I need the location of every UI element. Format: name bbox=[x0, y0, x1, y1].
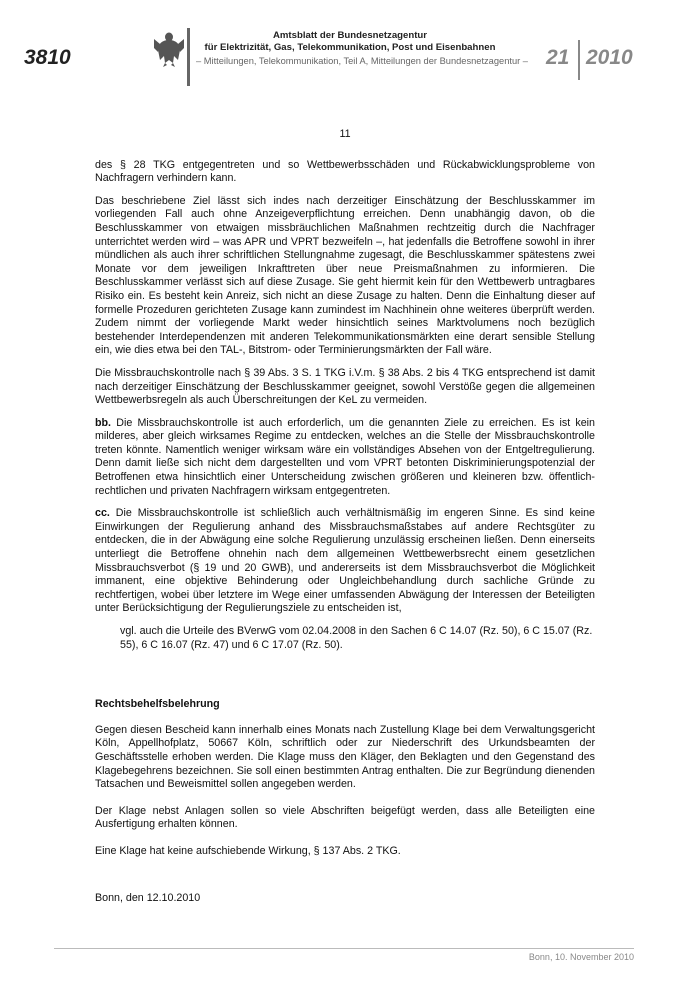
legal-remedy-paragraph-2: Der Klage nebst Anlagen sollen so viele Abschriften beigefügt werden, dass alle Beteiligten eine Ausfertigung erhalten können. bbox=[95, 804, 595, 831]
paragraph-5 bbox=[95, 507, 595, 616]
issue-year: 2010 bbox=[586, 46, 633, 69]
journal-subtitle: – Mitteilungen, Telekommunikation, Teil A, Mitteilungen der Bundesnetzagentur – bbox=[196, 56, 528, 66]
paragraph-4-text: Die Missbrauchskontrolle ist auch erforderlich, um die genannten Ziele zu erreichen. Es ist kein milderes, aber gleich wirksames Regime zu entdecken, welches an die Stelle der Missbrauchskontrolle treten könnte. Namentlich weniger wirksam wäre ein vollständiges Absehen von der Entgeltregulierung. Denn damit ließe sich nicht dem dargestellten und vom VPRT betonten Diskriminierungspotenzial der Betroffenen etwa hinsichtlich einer Unterscheidung zwischen größeren und kleineren bzw. öffentlich-rechtlichen und privaten Nachfragern wirksam entgegentreten. bbox=[95, 416, 595, 497]
legal-remedy-paragraph-1: Gegen diesen Bescheid kann innerhalb eines Monats nach Zustellung Klage bei dem Verwaltungsgericht Köln, Appellhofplatz, 50667 Köln, schriftlich oder zur Niederschrift des Urkundsbeamten der Geschäftsstelle erhoben werden. Die Klage muss den Kläger, den Beklagten und den Gegenstand des Klagebegehrens bezeichnen. Sie soll einen bestimmten Antrag enthalten. Die zur Begründung dienenden Tatsachen und Beweismittel sollen angegeben werden. bbox=[95, 723, 595, 791]
paragraph-1: des § 28 TKG entgegentreten und so Wettbewerbsschäden und Rückabwicklungsprobleme von Nachfragern verhindern kann. bbox=[95, 158, 595, 185]
footer-date: Bonn, 10. November 2010 bbox=[528, 952, 634, 962]
paragraph-4-label: bb. bbox=[95, 416, 112, 429]
document-body bbox=[95, 128, 595, 914]
legal-remedy-paragraph-3: Eine Klage hat keine aufschiebende Wirkung, § 137 Abs. 2 TKG. bbox=[95, 844, 401, 857]
federal-eagle-icon bbox=[152, 30, 186, 68]
issue-number: 21 bbox=[546, 46, 570, 69]
page-number: 3810 bbox=[24, 46, 71, 69]
signing-date: Bonn, den 12.10.2010 bbox=[95, 891, 201, 904]
paragraph-3: Die Missbrauchskontrolle nach § 39 Abs. 3 S. 1 TKG i.V.m. § 38 Abs. 2 bis 4 TKG entsprechend ist damit nach derzeitiger Einschätzung der Beschlusskammer geeignet, sowohl Verstöße gegen die allgemeinen Wettbewerbsregeln als auch Überschreitungen der KeL zu vermeiden. bbox=[95, 366, 595, 407]
paragraph-2: Das beschriebene Ziel lässt sich indes nach derzeitiger Einschätzung der Beschlusskammer im vorliegenden Fall auch ohne Anzeigeverpflichtung erreichen. Denn unabhängig davon, ob die Beschlusskammer von etwaigen missbräuchlichen Maßnahmen rechtzeitig durch die Nachfrager unterrichtet werden wird – was APR und VPRT bezweifeln –, hat jedenfalls die Betroffene sowohl in ihrer mündlichen als auch ihrer schriftlichen Stellungnahme zugesagt, die Beschlusskammer spätestens zwei Monate vor dem jeweiligen Inkrafttreten über neue Preismaßnahmen zu informieren. Die Beschlusskammer verlässt sich auf diese Zusage. Sie geht hiermit kein für den Wettbewerb untragbares Risiko ein. Es besteht kein Anreiz, sich nicht an diese Zusage zu halten. Denn die Einhaltung dieser auf formelle Prozeduren gerichteten Zusage kann zumindest im Nachhinein ohne weiteres überprüft werden. Zudem nimmt der vorliegende Markt weder hinsichtlich seines Marktvolumens noch bezüglich bestehender Interdependenzen mit anderen Telekommunikationsmärkten eine derart sensible Stellung ein, wie dies etwa bei den TAL-, Bitstrom- oder Terminierungsmärkten der Fall wäre. bbox=[95, 194, 595, 357]
citation-quote: vgl. auch die Urteile des BVerwG vom 02.04.2008 in den Sachen 6 C 14.07 (Rz. 50), 6 C 15.07 (Rz. 55), 6 C 16.07 (Rz. 47) und 6 C 17.07 (Rz. 50). bbox=[120, 625, 593, 651]
section-heading: Rechtsbehelfsbelehrung bbox=[95, 698, 220, 711]
journal-title-line1: Amtsblatt der Bundesnetzagentur bbox=[272, 30, 428, 41]
issue-divider bbox=[578, 40, 580, 80]
paragraph-4 bbox=[95, 417, 595, 499]
journal-title-line2: für Elektrizität, Gas, Telekommunikation, Post und Eisenbahnen bbox=[204, 42, 496, 53]
page-header bbox=[0, 0, 700, 100]
document-page-number: 11 bbox=[339, 128, 351, 140]
footer-divider bbox=[54, 948, 634, 949]
paragraph-5-text: Die Missbrauchskontrolle ist schließlich auch verhältnismäßig im engeren Sinne. Es sind keine Einwirkungen der Regulierung anhand des Missbrauchsmaßstabes auf andere Rechtsgüter zu entdecken, die in der Abwägung eine solche Regulierung unzulässig erscheinen ließen. Denn einerseits unterliegt die Betroffene ohnehin nach dem allgemeinen Wettbewerbsrecht einem gesetzlichen Missbrauchsverbot (§ 19 und 20 GWB), und andererseits ist dem Missbrauchsverbot die Möglichkeit immanent, eine objektive Behinderung oder Ungleichbehandlung durch sachliche Gründe zu rechtfertigen, wobei über letztere im Wege einer umfassenden Abwägung der Interessen der Beteiligten unter Berücksichtigung der Regulierungsziele zu entscheiden ist, bbox=[95, 507, 595, 615]
paragraph-5-label: cc. bbox=[95, 507, 110, 520]
